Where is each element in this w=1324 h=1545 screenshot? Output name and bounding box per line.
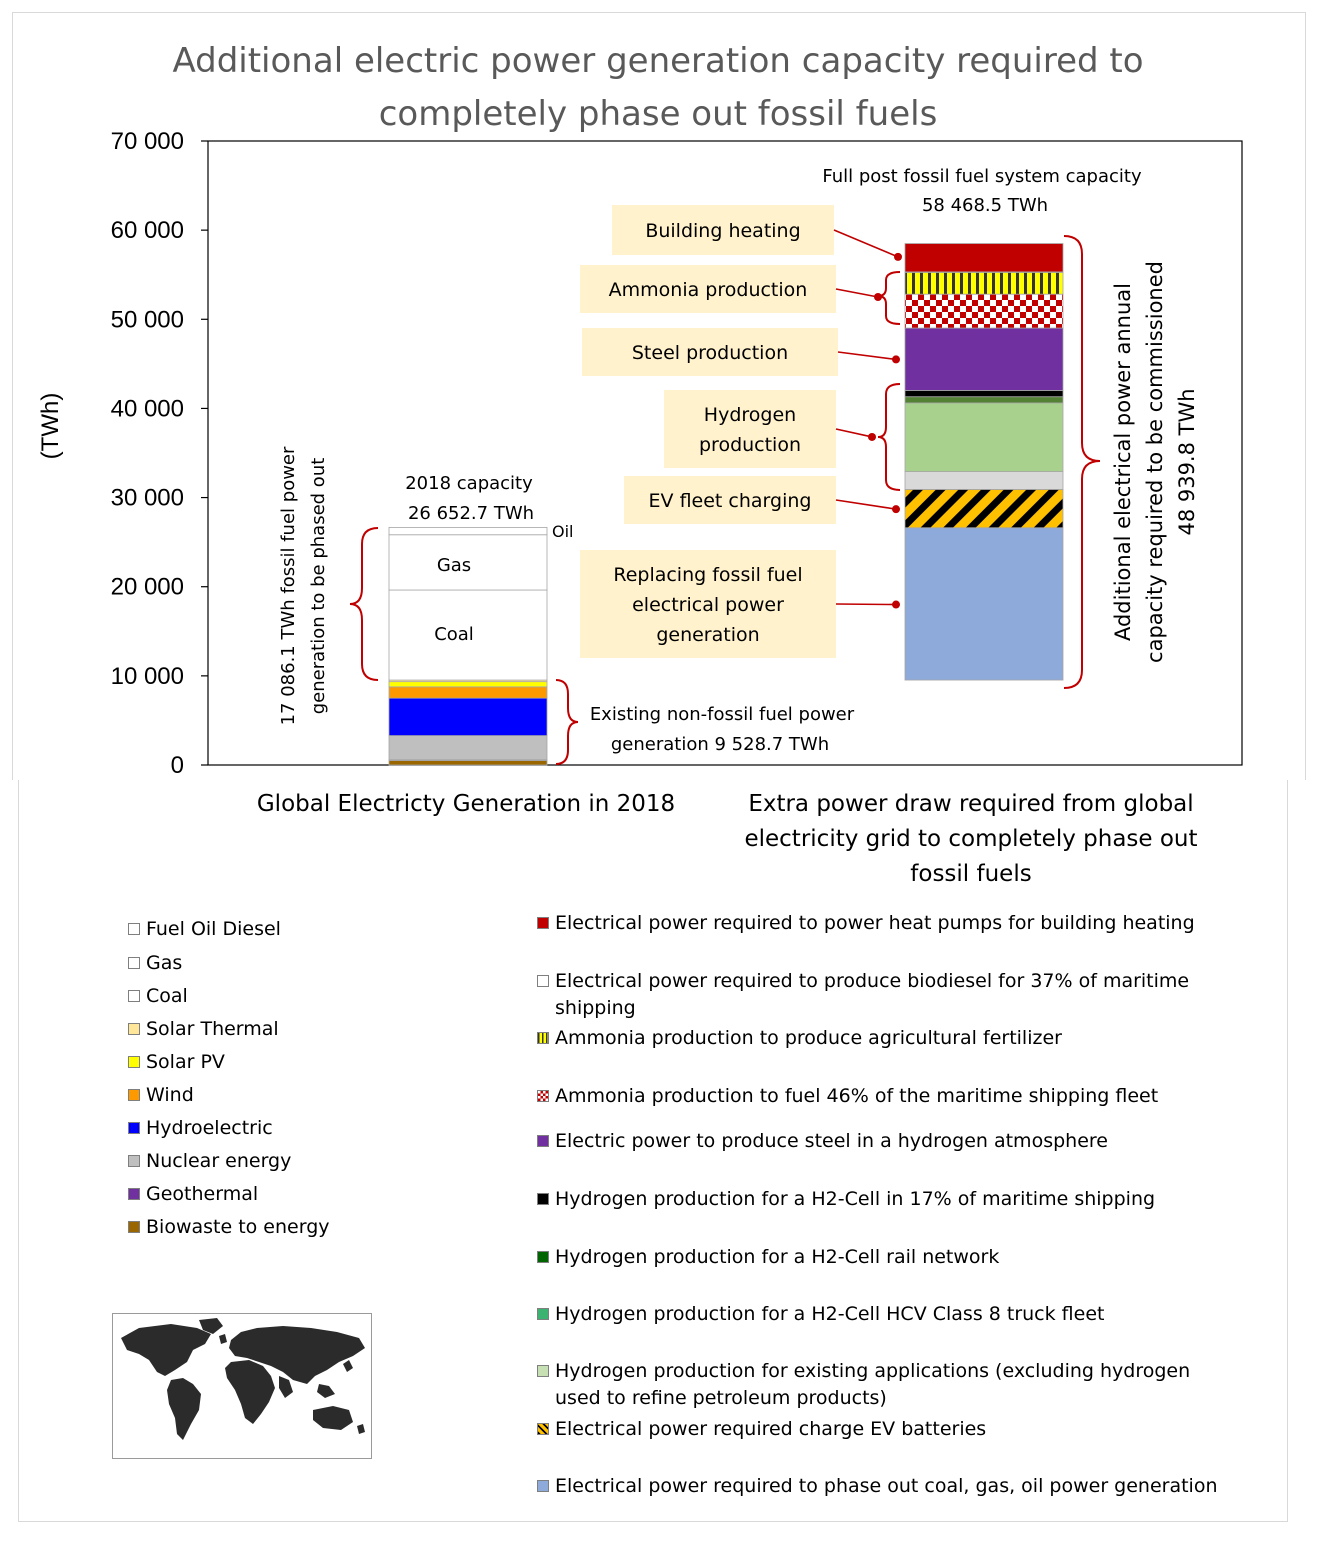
- legend-label: Coal: [146, 985, 188, 1007]
- legend-item-solar-pv: [128, 1049, 225, 1076]
- bar-segment-fuel-oil-diesel: [389, 527, 547, 534]
- legend-swatch: [537, 1135, 549, 1147]
- legend-item-nuclear-energy: [128, 1148, 291, 1175]
- bar-segment-hydrogen-production-for-existing-applications-ex: [905, 472, 1063, 490]
- legend-item-fuel-oil-diesel: [128, 916, 281, 943]
- chart-title-line-1: Additional electric power generation capacity required to: [172, 41, 1144, 81]
- callout-hydrogen-production-leader: [836, 429, 872, 437]
- callout-replacing-fossil-fuel-electrical-power-generatio-text: generation: [656, 624, 760, 646]
- legend-item-hydrogen-production-for-a-h2-cell-in-17-of-marit: [537, 1186, 1227, 1213]
- bar-segment-electrical-power-required-charge-ev-batteries: [905, 489, 1063, 527]
- y-tick-label: 40 000: [110, 395, 184, 423]
- legend-item-electrical-power-required-to-phase-out-coal-gas-: [537, 1473, 1227, 1500]
- legend-label: Geothermal: [146, 1183, 259, 1205]
- capacity-2018-line-2: 26 652.7 TWh: [407, 503, 535, 524]
- bar-segment-nuclear-energy: [389, 736, 547, 760]
- legend-swatch: [128, 1056, 140, 1068]
- bar-segment-electrical-power-required-to-power-heat-pumps-fo: [905, 244, 1063, 272]
- category-label-extra-line-2: electricity grid to completely phase out: [744, 826, 1198, 852]
- y-tick-label: 60 000: [110, 217, 184, 245]
- full-capacity-line-2: 58 468.5 TWh: [921, 195, 1049, 216]
- bar-segment-hydrogen-production-for-a-h2-cell-hcv-class-8-tr: [905, 403, 1063, 472]
- additional-line-2: capacity required to be commissioned: [1143, 261, 1167, 663]
- legend-item-hydroelectric: [128, 1115, 273, 1142]
- y-tick-label: 20 000: [110, 573, 184, 601]
- legend-label: Hydrogen production for a H2-Cell in 17% of maritime shipping: [555, 1188, 1156, 1210]
- legend-label: Ammonia production to produce agricultural fertilizer: [555, 1027, 1062, 1049]
- bar-segment-hydroelectric: [389, 698, 547, 735]
- callout-hydrogen-production-dot: [868, 433, 876, 441]
- legend-swatch: [537, 1193, 549, 1205]
- legend-label: Solar PV: [146, 1051, 225, 1073]
- callouts: [580, 205, 902, 658]
- bar-segment-ammonia-production-to-fuel-46-of-the-maritime-sh: [905, 294, 1063, 328]
- legend-swatch: [128, 1122, 140, 1134]
- brace-additional: [1064, 236, 1100, 688]
- callout-ev-fleet-charging-dot: [892, 505, 900, 513]
- callout-building-heating-leader: [834, 230, 898, 257]
- legend-swatch: [537, 975, 549, 987]
- legend-label: Electric power to produce steel in a hydrogen atmosphere: [555, 1130, 1108, 1152]
- non-fossil-line-2: generation 9 528.7 TWh: [610, 734, 830, 755]
- category-label-2018: Global Electricty Generation in 2018: [256, 791, 676, 817]
- legend-label: Nuclear energy: [146, 1150, 292, 1172]
- bar-segment-hydrogen-production-for-a-h2-cell-in-17-of-marit: [905, 390, 1063, 396]
- legend-label: Electrical power required to phase out coal, gas, oil power generation: [555, 1475, 1218, 1497]
- legend-item-ammonia-production-to-produce-agricultural-ferti: [537, 1025, 1227, 1052]
- bar-segment-hydrogen-production-for-a-h2-cell-rail-network: [905, 397, 1063, 403]
- fossil-phase-out-line-2: generation to be phased out: [308, 457, 329, 715]
- legend-swatch: [537, 917, 549, 929]
- callout-steel-production-dot: [892, 355, 900, 363]
- y-tick-label: 70 000: [110, 128, 184, 155]
- brace-fossil: [350, 528, 378, 680]
- legend-item-solar-thermal: [128, 1016, 279, 1043]
- world-map-icon: [113, 1314, 371, 1458]
- legend-label: Hydrogen production for a H2-Cell HCV Class 8 truck fleet: [555, 1303, 1105, 1325]
- callout-steel-production-text: Steel production: [631, 342, 789, 364]
- bar-segment-wind: [389, 687, 547, 698]
- callout-ammonia-production-dot: [874, 293, 882, 301]
- full-capacity-line-1: Full post fossil fuel system capacity: [822, 166, 1142, 187]
- legend-label: Ammonia production to fuel 46% of the maritime shipping fleet: [555, 1085, 1159, 1107]
- callout-replacing-fossil-fuel-electrical-power-generatio-dot: [892, 601, 900, 609]
- legend-item-gas: [128, 950, 182, 977]
- callout-hydrogen-production-text: Hydrogen: [703, 404, 797, 426]
- y-tick-label: 10 000: [110, 662, 184, 690]
- brace-non-fossil: [556, 680, 578, 764]
- callout-steel-production-leader: [838, 352, 896, 359]
- legend-label: Gas: [146, 952, 183, 974]
- legend-label: Fuel Oil Diesel: [146, 918, 281, 940]
- legend-label: Hydroelectric: [146, 1117, 273, 1139]
- bar-segment-electric-power-to-produce-steel-in-a-hydrogen-at: [905, 328, 1063, 390]
- segment-label-coal: Coal: [434, 624, 474, 645]
- legend-item-coal: [128, 983, 188, 1010]
- legend-swatch: [128, 957, 140, 969]
- legend-swatch: [537, 1365, 549, 1377]
- legend-swatch: [537, 1308, 549, 1320]
- callout-ammonia-production-leader: [836, 289, 878, 297]
- callout-building-heating-text: Building heating: [645, 220, 801, 242]
- category-label-extra-line-1: Extra power draw required from global: [748, 791, 1194, 817]
- legend-item-electric-power-to-produce-steel-in-a-hydrogen-at: [537, 1128, 1227, 1155]
- legend-label: Hydrogen production for a H2-Cell rail network: [555, 1246, 1000, 1268]
- y-tick-label: 0: [170, 752, 184, 779]
- y-axis-label: (TWh): [37, 392, 64, 460]
- legend-item-electrical-power-required-to-power-heat-pumps-fo: [537, 910, 1227, 937]
- capacity-2018-line-1: 2018 capacity: [405, 473, 533, 494]
- bar-segment-solar-pv: [389, 682, 547, 687]
- bar-segment-biowaste-to-energy: [389, 761, 547, 765]
- legend-item-hydrogen-production-for-existing-applications-ex: [537, 1358, 1227, 1412]
- callout-ev-fleet-charging-leader: [836, 500, 896, 509]
- segment-label-oil: Oil: [552, 522, 574, 541]
- legend-swatch: [128, 1089, 140, 1101]
- legend-extra-power: [537, 910, 1237, 1510]
- y-tick-label: 50 000: [110, 306, 184, 334]
- legend-item-electrical-power-required-charge-ev-batteries: [537, 1416, 1227, 1443]
- legend-label: Hydrogen production for existing applications (excluding hydrogen used to refine petroleum products): [555, 1360, 1191, 1409]
- brace-hydrogen: [878, 384, 900, 490]
- bar-extra: [905, 244, 1063, 681]
- legend-label: Electrical power required charge EV batteries: [555, 1418, 987, 1440]
- callout-hydrogen-production-text: production: [698, 434, 802, 456]
- legend-item-biowaste-to-energy: [128, 1214, 330, 1241]
- legend-swatch: [128, 1155, 140, 1167]
- legend-swatch: [537, 1090, 549, 1102]
- legend-swatch: [537, 1480, 549, 1492]
- legend-item-electrical-power-required-to-produce-biodiesel-f: [537, 968, 1227, 1022]
- legend-swatch: [128, 990, 140, 1002]
- legend-item-geothermal: [128, 1181, 258, 1208]
- callout-replacing-fossil-fuel-electrical-power-generatio-leader: [836, 604, 896, 605]
- legend-swatch: [128, 923, 140, 935]
- callout-ev-fleet-charging-text: EV fleet charging: [648, 490, 812, 512]
- y-tick-label: 30 000: [110, 484, 184, 512]
- fossil-phase-out-line-1: 17 086.1 TWh fossil fuel power: [278, 446, 299, 726]
- chart-title-line-2: completely phase out fossil fuels: [378, 94, 938, 134]
- legend-item-hydrogen-production-for-a-h2-cell-rail-network: [537, 1244, 1227, 1271]
- additional-line-1: Additional electrical power annual: [1111, 282, 1135, 642]
- callout-ammonia-production-text: Ammonia production: [608, 279, 808, 301]
- legend-swatch: [537, 1251, 549, 1263]
- category-label-extra-line-3: fossil fuels: [910, 861, 1032, 887]
- legend-item-ammonia-production-to-fuel-46-of-the-maritime-sh: [537, 1083, 1227, 1110]
- legend-existing-generation: [128, 916, 488, 1246]
- legend-label: Electrical power required to produce biodiesel for 37% of maritime shipping: [555, 970, 1190, 1019]
- legend-item-wind: [128, 1082, 194, 1109]
- bar-segment-electrical-power-required-to-phase-out-coal-gas-: [905, 528, 1063, 680]
- callout-hydrogen-production-box: [664, 390, 836, 468]
- legend-label: Wind: [146, 1084, 194, 1106]
- legend-swatch: [537, 1032, 549, 1044]
- legend-swatch: [128, 1188, 140, 1200]
- additional-line-3: 48 939.8 TWh: [1175, 388, 1199, 536]
- non-fossil-line-1: Existing non-fossil fuel power: [589, 704, 855, 725]
- legend-label: Biowaste to energy: [146, 1216, 330, 1238]
- callout-replacing-fossil-fuel-electrical-power-generatio-text: Replacing fossil fuel: [613, 564, 803, 586]
- callout-building-heating-dot: [894, 253, 902, 261]
- y-axis: [111, 128, 208, 779]
- bar-segment-ammonia-production-to-produce-agricultural-ferti: [905, 272, 1063, 294]
- segment-label-gas: Gas: [436, 555, 472, 576]
- legend-label: Electrical power required to power heat pumps for building heating: [555, 912, 1195, 934]
- legend-swatch: [537, 1423, 549, 1435]
- legend-label: Solar Thermal: [146, 1018, 279, 1040]
- legend-swatch: [128, 1023, 140, 1035]
- callout-replacing-fossil-fuel-electrical-power-generatio-text: electrical power: [632, 594, 784, 616]
- world-map: [112, 1313, 372, 1459]
- legend-swatch: [128, 1221, 140, 1233]
- legend-item-hydrogen-production-for-a-h2-cell-hcv-class-8-tr: [537, 1301, 1227, 1328]
